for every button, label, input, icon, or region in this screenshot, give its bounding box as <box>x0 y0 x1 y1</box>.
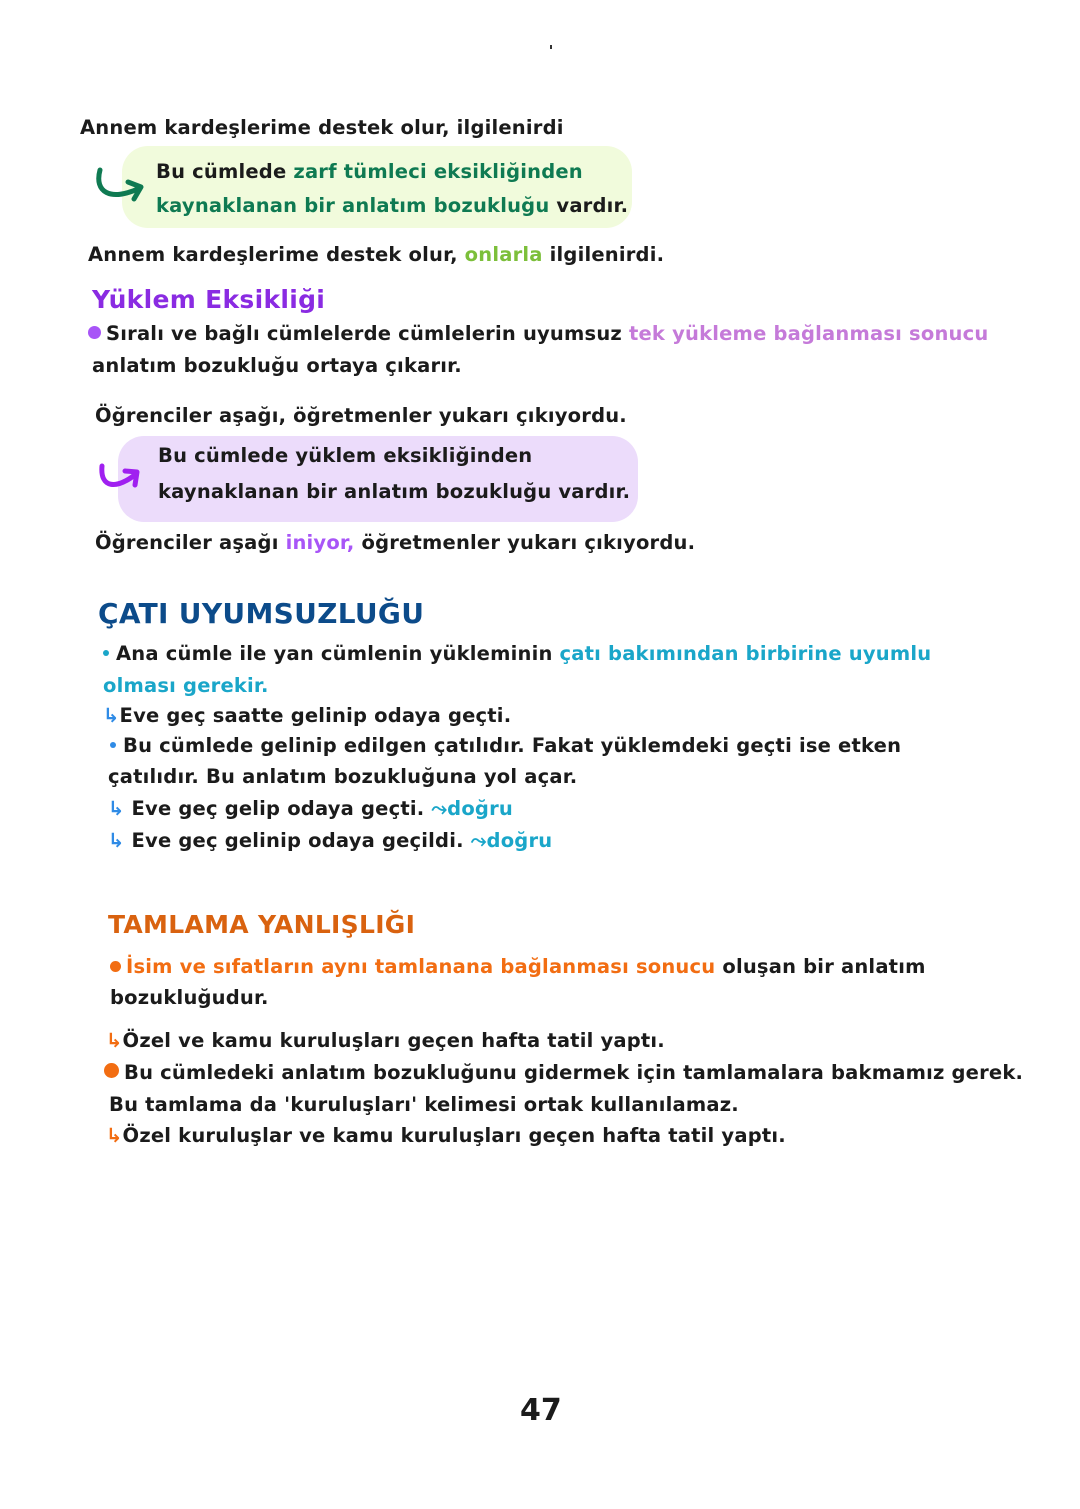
cati-explanation-line-1 <box>110 734 901 757</box>
zarf-note-line-2 <box>156 194 628 217</box>
sentence-text: öğretmenler yukarı çıkıyordu. <box>354 531 696 554</box>
highlighted-term: İsim ve sıfatların aynı tamlanana bağlanması sonucu <box>126 955 716 978</box>
return-arrow-icon: ↳ <box>106 1124 123 1147</box>
sentence-text: Annem kardeşlerime destek olur, <box>88 243 465 266</box>
cati-explanation-line-2: çatılıdır. Bu anlatım bozukluğuna yol açar. <box>108 765 578 788</box>
tamlama-rule-line-1 <box>110 955 926 978</box>
tamlama-title: TAMLAMA YANLIŞLIĞI <box>108 910 416 939</box>
yuklem-title: Yüklem Eksikliği <box>92 285 326 314</box>
yuklem-rule-line-1 <box>88 322 988 345</box>
bullet-dot-icon <box>88 326 101 339</box>
cati-title: ÇATI UYUMSUZLUĞU <box>98 597 425 630</box>
bullet-dot-icon <box>110 961 121 972</box>
highlighted-term: zarf tümleci eksikliğinden <box>293 160 583 183</box>
yuklem-note-line-2: kaynaklanan bir anlatım bozukluğu vardır. <box>158 480 631 503</box>
cati-example-wrong <box>103 704 511 727</box>
zarf-sentence-correct <box>88 243 664 266</box>
return-arrow-icon: ↳ <box>108 829 132 852</box>
tamlama-example-wrong <box>106 1029 665 1052</box>
tamlama-explanation-line-2: Bu tamlama da 'kuruluşları' kelimesi ortak kullanılamaz. <box>109 1093 739 1116</box>
example-text: Eve geç saatte gelinip odaya geçti. <box>119 704 512 727</box>
return-arrow-icon: ↳ <box>108 797 132 820</box>
bullet-dot-icon <box>103 650 109 656</box>
curved-arrow-icon <box>96 460 146 500</box>
curved-arrow-icon <box>92 162 152 212</box>
bullet-dot-icon <box>104 1063 119 1078</box>
yuklem-sentence-wrong: Öğrenciler aşağı, öğretmenler yukarı çıkıyordu. <box>95 404 627 427</box>
yuklem-rule-line-2: anlatım bozukluğu ortaya çıkarır. <box>92 354 462 377</box>
added-word: onlarla <box>464 243 543 266</box>
explanation-text: Bu cümledeki anlatım bozukluğunu gidermek için tamlamalara bakmamız gerek. <box>124 1061 1024 1084</box>
sentence-text: Öğrenciler aşağı <box>95 531 286 554</box>
yuklem-sentence-correct <box>95 531 695 554</box>
correct-label: doğru <box>486 829 553 852</box>
yuklem-note-line-1: Bu cümlede yüklem eksikliğinden <box>158 444 533 467</box>
explanation-text: Bu cümlede gelinip edilgen çatılıdır. Fakat yüklemdeki geçti ise etken <box>123 734 902 757</box>
zarf-note-line-1 <box>156 160 583 183</box>
rule-text: Sıralı ve bağlı cümlelerde cümlelerin uyumsuz <box>106 322 629 345</box>
rule-text: Ana cümle ile yan cümlenin yükleminin <box>116 642 560 665</box>
tamlama-correction <box>106 1124 786 1147</box>
note-text: vardır. <box>549 194 629 217</box>
cati-correction-2 <box>108 829 552 852</box>
return-arrow-icon: ↳ <box>103 704 120 727</box>
correct-label: doğru <box>447 797 513 820</box>
bullet-dot-icon <box>110 742 116 748</box>
rule-text: oluşan bir anlatım <box>715 955 926 978</box>
stray-mark <box>550 45 552 49</box>
note-text: Bu cümlede <box>156 160 294 183</box>
highlighted-term: kaynaklanan bir anlatım bozukluğu <box>156 194 550 217</box>
zarf-sentence-wrong: Annem kardeşlerime destek olur, ilgilenirdi <box>80 116 564 139</box>
squiggle-arrow-icon: ⤳ <box>431 797 448 820</box>
added-word: iniyor, <box>285 531 355 554</box>
page-number: 47 <box>520 1393 562 1428</box>
cati-rule-line-1 <box>103 642 931 665</box>
correction-text: Özel kuruluşlar ve kamu kuruluşları geçen hafta tatil yaptı. <box>122 1124 786 1147</box>
sentence-text: ilgilenirdi. <box>542 243 665 266</box>
return-arrow-icon: ↳ <box>106 1029 123 1052</box>
example-text: Özel ve kamu kuruluşları geçen hafta tatil yaptı. <box>122 1029 665 1052</box>
correction-text: Eve geç gelip odaya geçti. <box>131 797 425 820</box>
cati-correction-1 <box>108 797 513 820</box>
highlighted-term: tek yükleme bağlanması sonucu <box>628 322 989 345</box>
tamlama-rule-line-2: bozukluğudur. <box>110 986 269 1009</box>
cati-rule-line-2: olması gerekir. <box>103 674 269 697</box>
squiggle-arrow-icon: ⤳ <box>470 829 487 852</box>
correction-text: Eve geç gelinip odaya geçildi. <box>131 829 464 852</box>
highlighted-term: çatı bakımından birbirine uyumlu <box>559 642 932 665</box>
tamlama-explanation-line-1 <box>104 1061 1023 1084</box>
